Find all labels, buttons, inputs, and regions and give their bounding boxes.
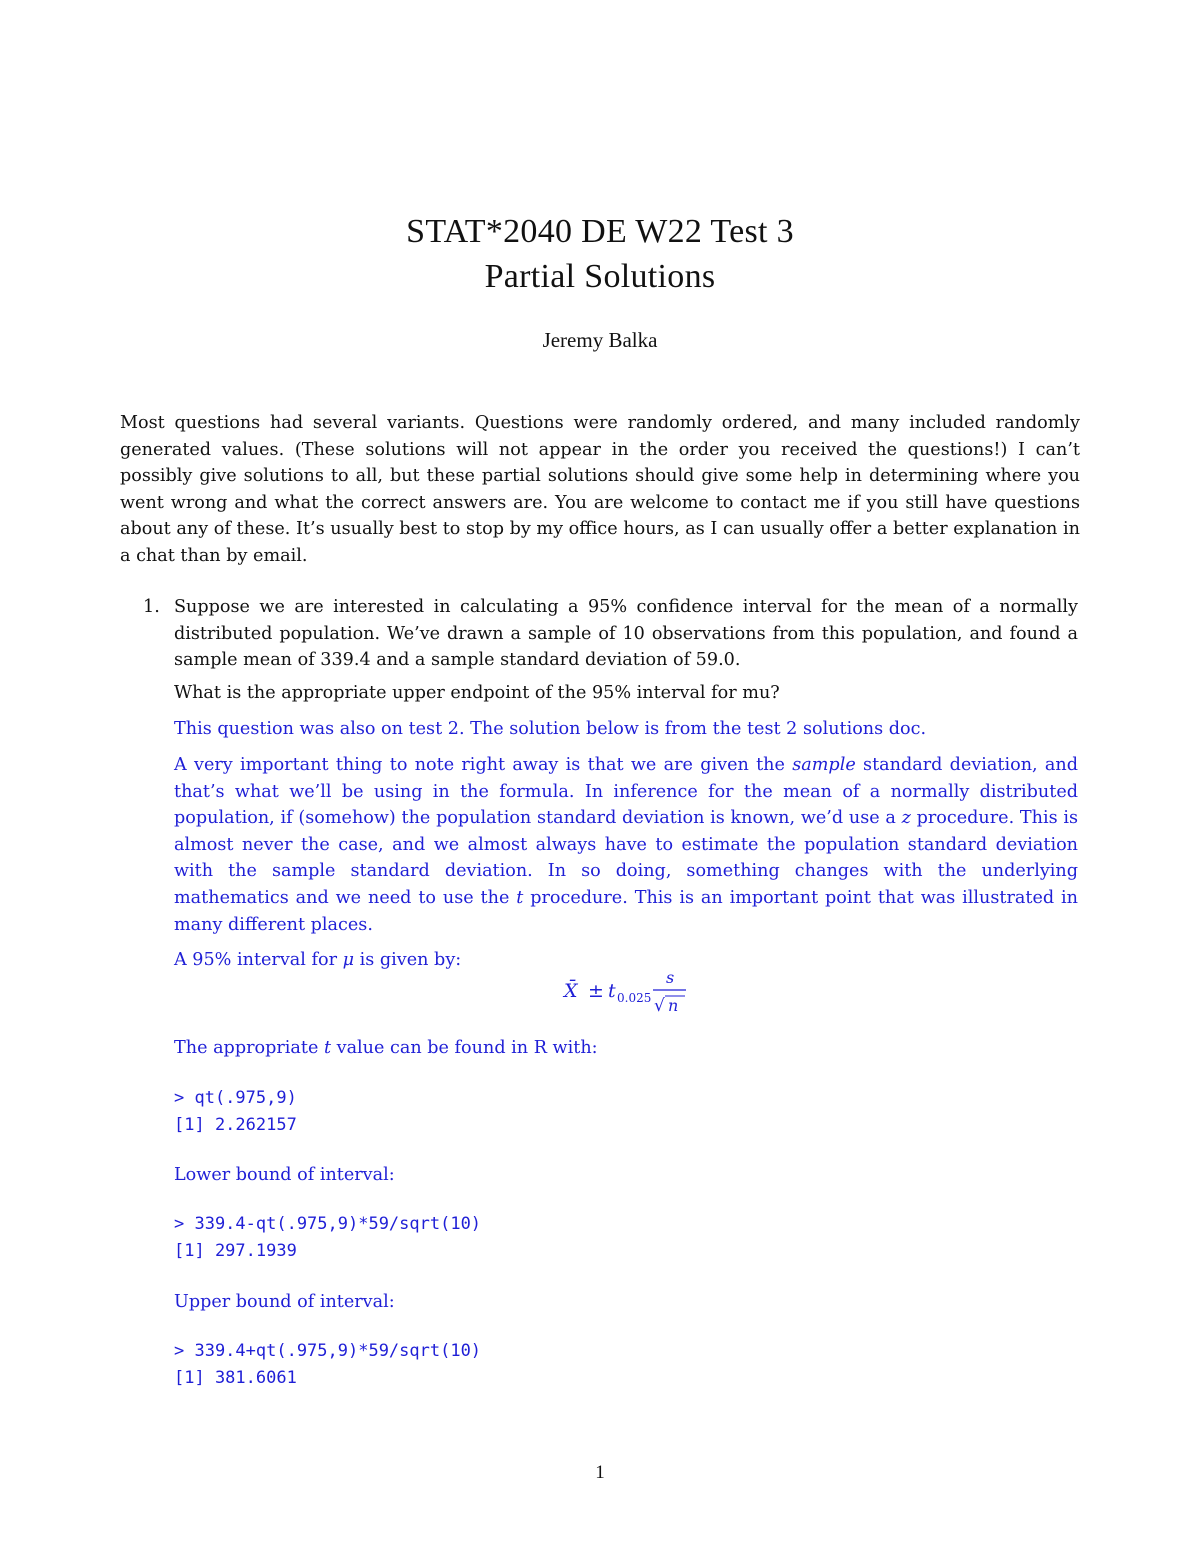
tvalue-intro: The appropriate t value can be found in R with: — [174, 1038, 598, 1058]
author: Jeremy Balka — [542, 328, 658, 352]
question-number: 1. — [143, 597, 160, 617]
r-code-lower-bound: > 339.4-qt(.975,9)*59/sqrt(10) [1] 297.1939 — [174, 1214, 482, 1261]
ci-formula — [562, 965, 702, 1017]
formula-t-subscript: 0.025 — [617, 991, 652, 1005]
document-title: STAT*2040 DE W22 Test 3 — [406, 213, 794, 250]
solution-note: This question was also on test 2. The solution below is from the test 2 solutions doc. — [174, 719, 927, 739]
formula-t: t — [608, 980, 616, 1002]
formula-pm: ± — [588, 980, 604, 1002]
page-number: 1 — [595, 1462, 605, 1483]
r-code-upper-bound: > 339.4+qt(.975,9)*59/sqrt(10) [1] 381.6061 — [174, 1341, 482, 1388]
document-subtitle: Partial Solutions — [484, 258, 716, 295]
question-text: Suppose we are interested in calculating a 95% confidence interval for the mean of a normally distributed population. We’ve drawn a sample of 10 observations from this population, and found a sample mean of 339.4 and a sample standard deviation of 59.0. — [174, 597, 1078, 671]
solution-paragraph: A very important thing to note right away is that we are given the sample standard deviation, and that’s what we’ll be using in the formula. In inference for the mean of a normally distributed population, if (somehow) the population standard deviation is known, we’d use a z procedure. This is almost never the case, and we almost always have to estimate the population standard deviation with the sample standard deviation. In so doing, something changes with the underlying mathematics and we need to use the t procedure. This is an important point that was illustrated in many different places. — [174, 755, 1079, 935]
lower-bound-label: Lower bound of interval: — [174, 1165, 395, 1185]
upper-bound-label: Upper bound of interval: — [174, 1292, 395, 1312]
formula-xbar: X̄ — [564, 980, 578, 1002]
formula-numerator: s — [666, 968, 675, 987]
ci-intro: A 95% interval for μ is given by: — [174, 950, 462, 970]
formula-n: n — [668, 996, 679, 1015]
formula-sqrt: √ — [654, 996, 665, 1016]
r-code-qt: > qt(.975,9) [1] 2.262157 — [174, 1088, 297, 1135]
question-ask: What is the appropriate upper endpoint of the 95% interval for mu? — [174, 683, 780, 703]
intro-paragraph: Most questions had several variants. Questions were randomly ordered, and many included randomly generated values. (These solutions will not appear in the order you received the questions!) I can’t possibly give solutions to all, but these partial solutions should give some help in determining where you went wrong and what the correct answers are. You are welcome to contact me if you still have questions about any of these. It’s usually best to stop by my office hours, as I can usually offer a better explanation in a chat than by email. — [120, 413, 1080, 566]
